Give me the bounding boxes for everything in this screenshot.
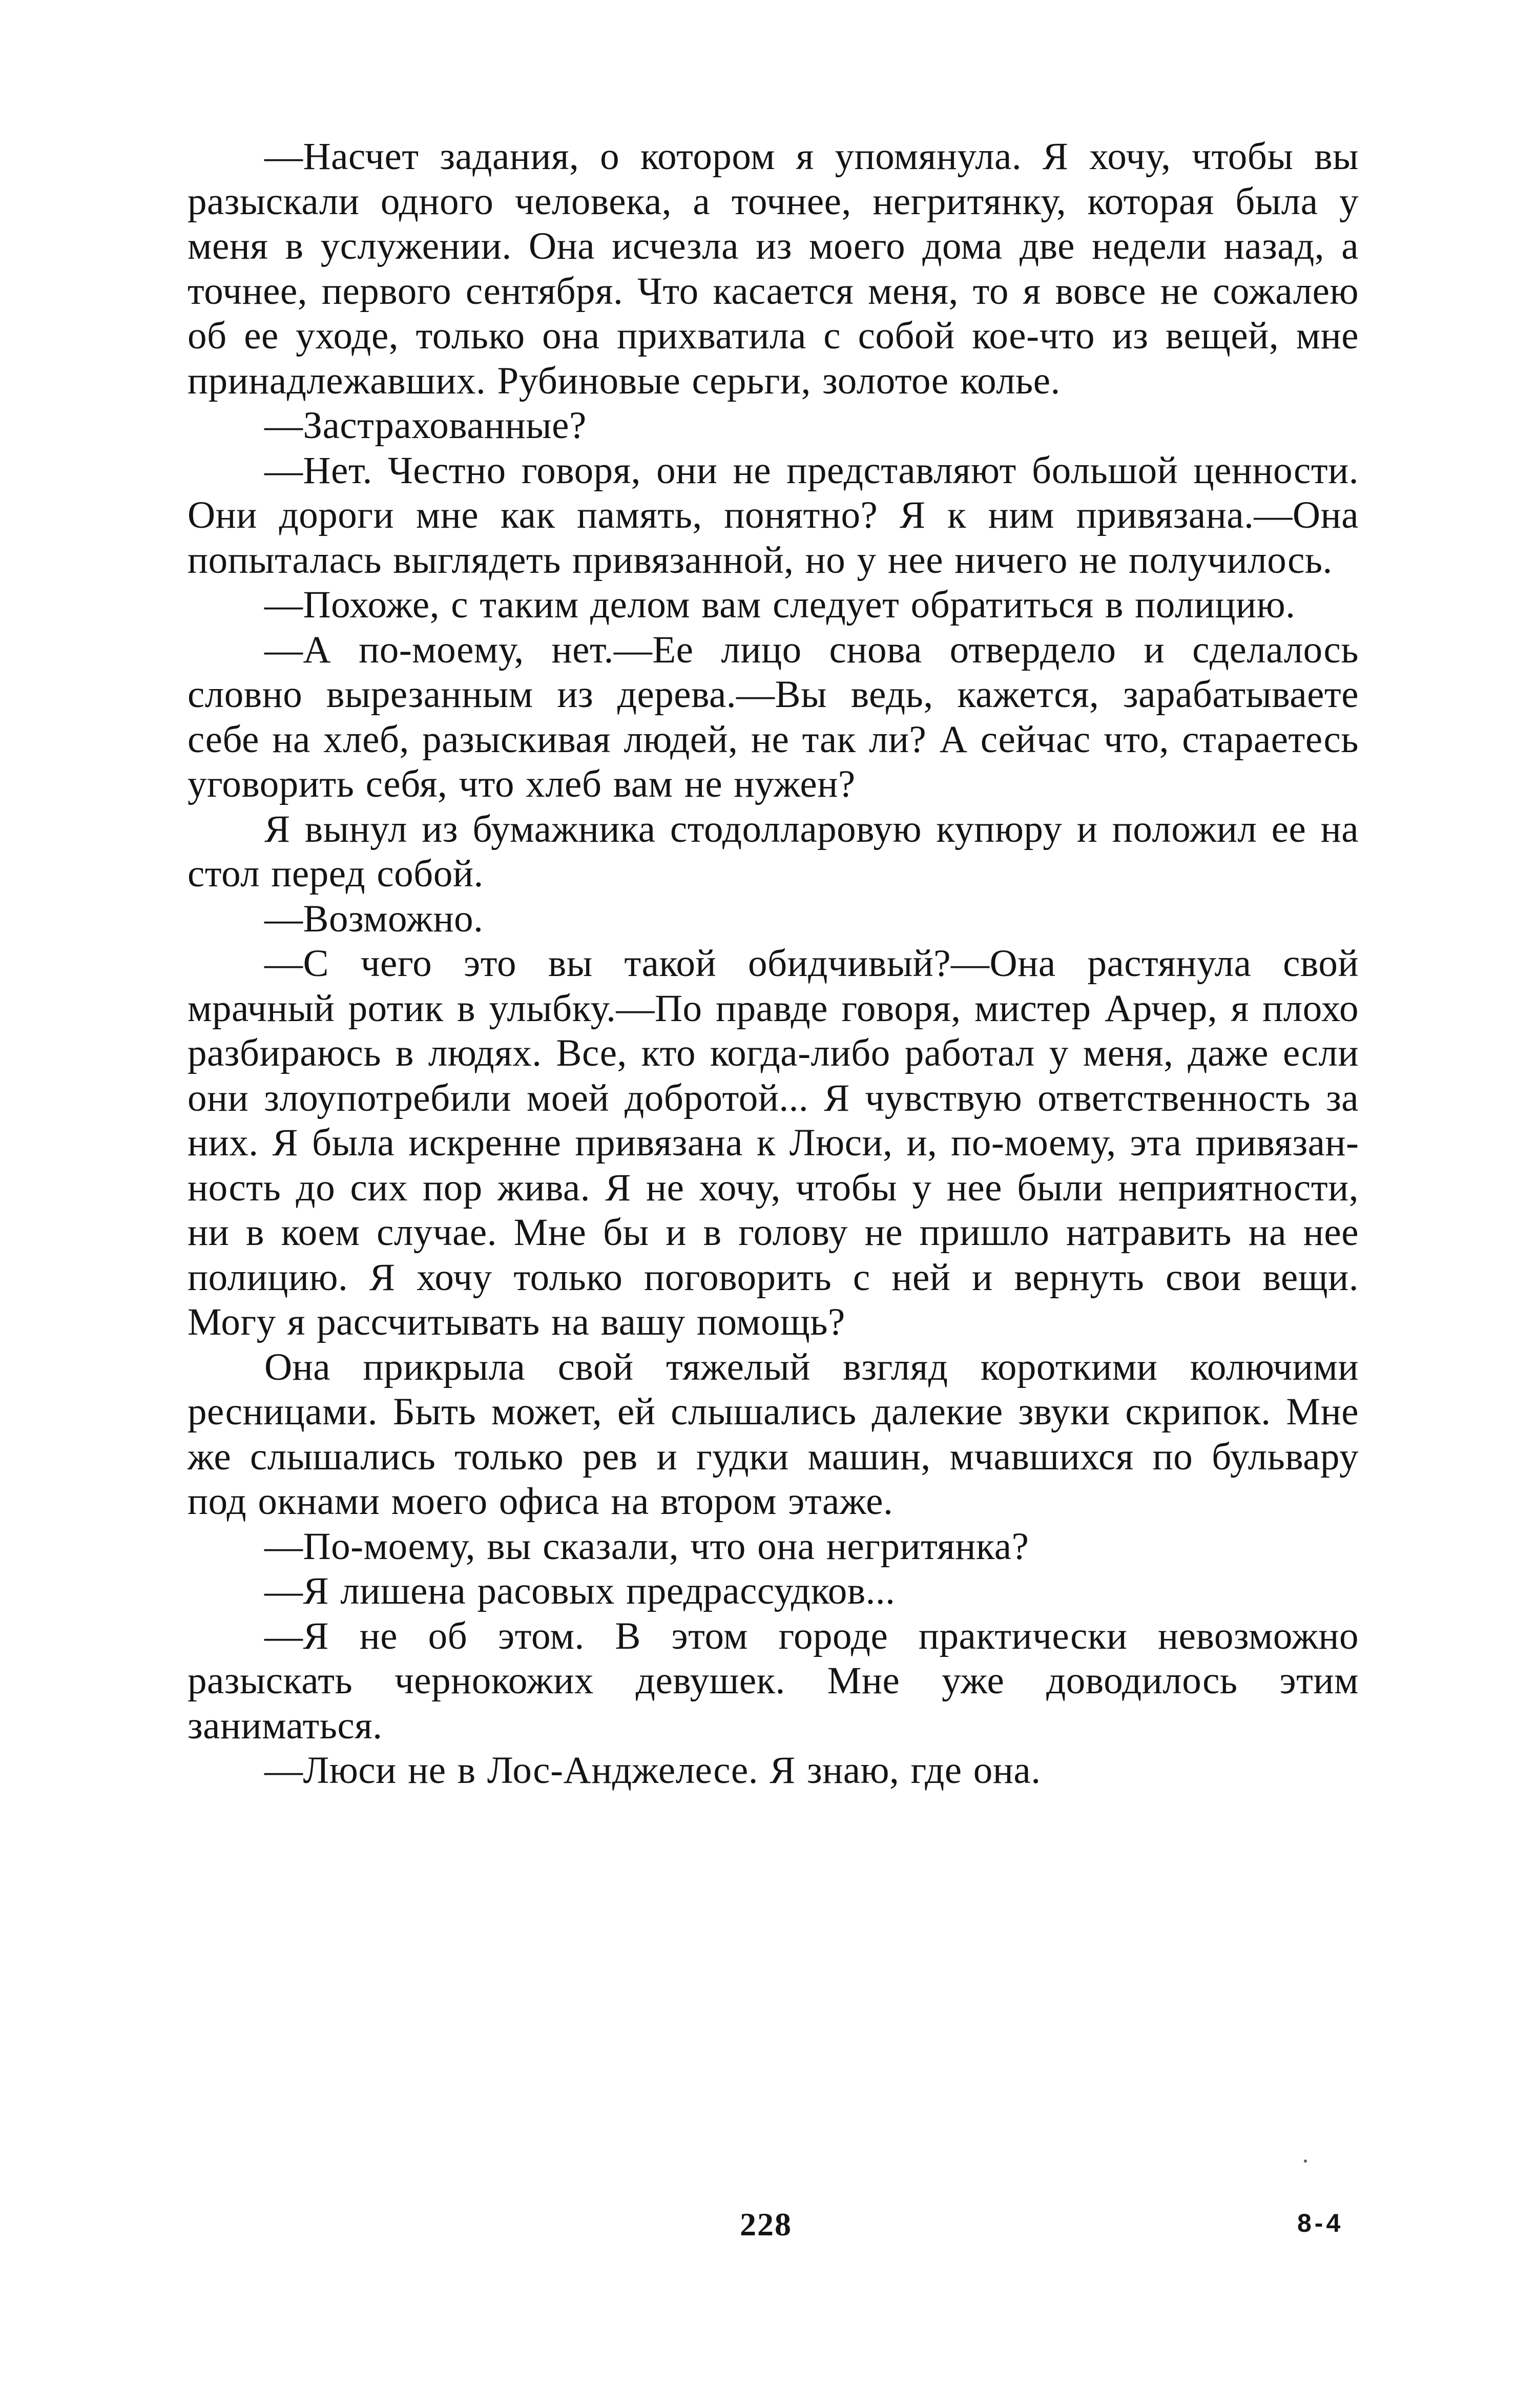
- paragraph: —Я не об этом. В этом городе практически невозможно разыскать чернокожих девушек. Мне уже доводилось этим заниматься.: [188, 1614, 1359, 1747]
- paragraph: Я вынул из бумажника стодолларовую купюру и положил ее на стол перед собой.: [188, 807, 1359, 895]
- paragraph: Она прикрыла свой тяжелый взгляд короткими колючими ресницами. Быть может, ей слышались далекие звуки скрипок. Мне же слышались только рев и гудки машин, мчавшихся по бульвару под окнами моего офиса на втором этаже.: [188, 1345, 1359, 1523]
- print-speck: [1304, 2160, 1307, 2163]
- paragraph: —Люси не в Лос-Анджелесе. Я знаю, где она.: [264, 1749, 1041, 1792]
- page-text-block: [188, 134, 1359, 1793]
- paragraph: —Застрахованные?: [264, 404, 587, 447]
- paragraph: —Возможно.: [264, 897, 484, 940]
- paragraph: —С чего это вы такой обидчивый?—Она растянула свой мрачный ротик в улыбку.—По правде говоря, мистер Арчер, я плохо разбираюсь в людях. Все, кто когда-либо работал у меня, даже если они злоупотребили моей добротой... Я чувствую ответственность за них. Я была искренне привязана к Люси, и, по-моему, эта привязанность до сих пор жива. Я не хочу, чтобы у нее были неприятности, ни в коем случае. Мне бы и в голову не пришло натравить на нее полицию. Я хочу только поговорить с ней и вернуть свои вещи. Могу я рассчитывать на вашу помощь?: [188, 942, 1359, 1343]
- paragraph: —Насчет задания, о котором я упомянула. Я хочу, чтобы вы разыскали одного человека, а точнее, негритянку, которая была у меня в услужении. Она исчезла из моего дома две недели назад, а точнее, первого сентября. Что касается меня, то я вовсе не сожалею об ее уходе, только она прихватила с собой кое-что из вещей, мне принадлежавших. Рубиновые серьги, золотое колье.: [188, 135, 1359, 402]
- page-number: 228: [740, 2206, 792, 2243]
- printer-signature-mark: 8-4: [1297, 2209, 1344, 2237]
- paragraph: —По-моему, вы сказали, что она негритянка?: [264, 1525, 1029, 1568]
- paragraph: —Нет. Честно говоря, они не представляют большой ценности. Они дороги мне как память, понятно? Я к ним привязана.—Она попыталась выглядеть привязанной, но у нее ничего не получилось.: [188, 449, 1359, 582]
- paragraph: —Похоже, с таким делом вам следует обратиться в полицию.: [264, 584, 1296, 626]
- paragraph: —Я лишена расовых предрассудков...: [264, 1570, 896, 1612]
- paragraph: —А по-моему, нет.—Ее лицо снова отвердело и сделалось словно вырезанным из дерева.—Вы ведь, кажется, зарабатываете себе на хлеб, разыскивая людей, не так ли? А сейчас что, стараетесь уговорить себя, что хлеб вам не нужен?: [188, 628, 1359, 805]
